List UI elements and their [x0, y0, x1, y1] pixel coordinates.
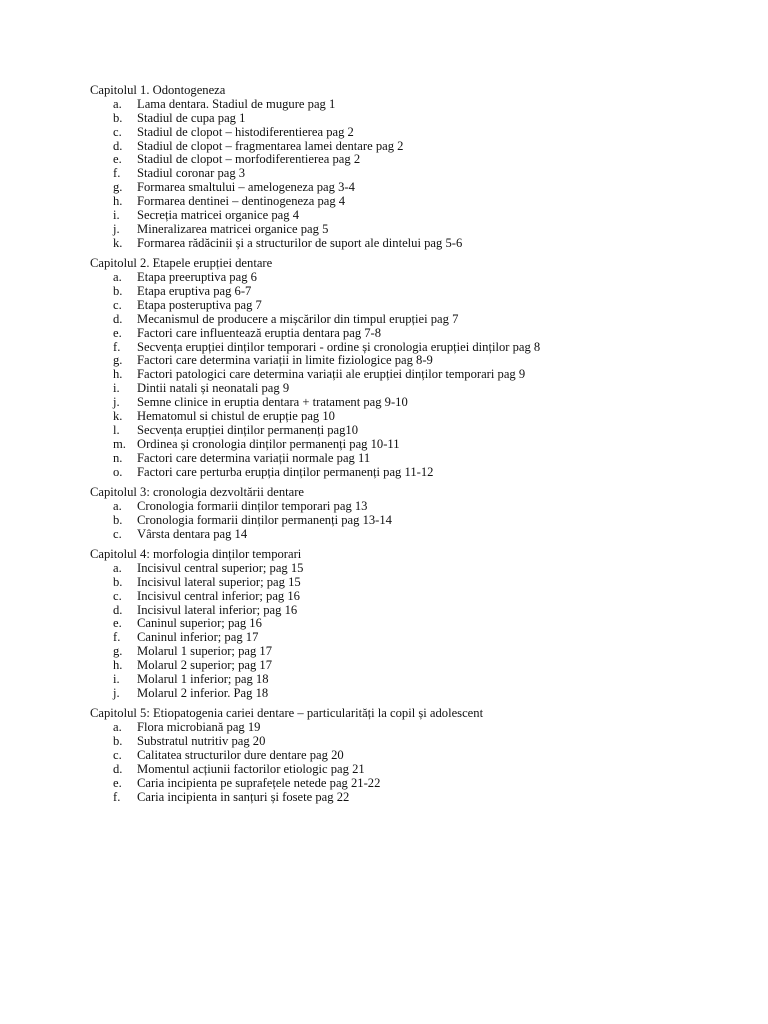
- list-item-text: Molarul 2 inferior. Pag 18: [137, 685, 269, 700]
- list-item-text: Caria incipienta pe suprafețele netede pag 21-22: [137, 775, 381, 790]
- list-item-text: Momentul acțiunii factorilor etiologic pag 21: [137, 761, 365, 776]
- list-item-text: Molarul 2 superior; pag 17: [137, 658, 273, 673]
- chapter-section: [90, 707, 740, 804]
- list-item: [90, 327, 740, 341]
- list-item-text: Incisivul central superior; pag 15: [137, 560, 304, 575]
- list-item-text: Factori care determina variații normale pag 11: [137, 450, 371, 465]
- list-item-letter: d.: [113, 761, 123, 776]
- list-item-text: Calitatea structurilor dure dentare pag 20: [137, 747, 344, 762]
- list-item: [90, 631, 740, 645]
- list-item: [90, 735, 740, 749]
- list-item: [90, 590, 740, 604]
- list-item: [90, 237, 740, 251]
- list-item-text: Secreția matricei organice pag 4: [137, 208, 300, 223]
- list-item: [90, 438, 740, 452]
- list-item: [90, 687, 740, 701]
- list-item-letter: m.: [113, 436, 126, 451]
- chapter-title: Capitolul 3: cronologia dezvoltării dentare: [90, 484, 305, 499]
- list-item-letter: g.: [113, 180, 123, 195]
- list-item-letter: b.: [113, 734, 123, 749]
- list-item: [90, 382, 740, 396]
- list-item: [90, 659, 740, 673]
- list-item: [90, 368, 740, 382]
- chapter-section: [90, 486, 740, 542]
- list-item-letter: n.: [113, 450, 123, 465]
- list-item-letter: f.: [113, 339, 121, 354]
- list-item-text: Substratul nutritiv pag 20: [137, 734, 266, 749]
- list-item-letter: a.: [113, 96, 122, 111]
- list-item-text: Stadiul coronar pag 3: [137, 166, 246, 181]
- list-item-text: Stadiul de cupa pag 1: [137, 110, 246, 125]
- list-item-letter: b.: [113, 110, 123, 125]
- list-item-text: Factori patologici care determina variații ale erupției dinților temporari pag 9: [137, 367, 526, 382]
- list-item: [90, 528, 740, 542]
- list-item: [90, 673, 740, 687]
- chapter-title: Capitolul 2. Etapele erupției dentare: [90, 256, 273, 271]
- list-item: [90, 195, 740, 209]
- list-item-text: Flora microbiană pag 19: [137, 720, 261, 735]
- list-item-letter: d.: [113, 311, 123, 326]
- list-item-letter: h.: [113, 367, 123, 382]
- list-item-text: Ordinea și cronologia dinților permanenți pag 10-11: [137, 436, 400, 451]
- list-item: [90, 721, 740, 735]
- list-item-letter: e.: [113, 152, 122, 167]
- list-item-text: Factori care perturba erupția dinților permanenți pag 11-12: [137, 464, 434, 479]
- list-item-letter: e.: [113, 325, 122, 340]
- list-item-text: Caninul inferior; pag 17: [137, 630, 259, 645]
- list-item-letter: c.: [113, 526, 122, 541]
- list-item-text: Lama dentara. Stadiul de mugure pag 1: [137, 96, 336, 111]
- list-item: [90, 466, 740, 480]
- list-item-letter: i.: [113, 381, 120, 396]
- list-item-text: Mecanismul de producere a mișcărilor din timpul erupției pag 7: [137, 311, 459, 326]
- list-item: [90, 140, 740, 154]
- list-item: [90, 181, 740, 195]
- list-item-letter: a.: [113, 498, 122, 513]
- list-item-text: Etapa preeruptiva pag 6: [137, 270, 257, 285]
- list-item-text: Secvența erupției dinților temporari - ordine și cronologia erupției dinților pag 8: [137, 339, 541, 354]
- list-item-letter: h.: [113, 658, 123, 673]
- list-item: [90, 514, 740, 528]
- chapter-section: [90, 257, 740, 479]
- list-item-text: Factori care determina variații in limite fiziologice pag 8-9: [137, 353, 433, 368]
- list-item-text: Stadiul de clopot – morfodiferentierea pag 2: [137, 152, 361, 167]
- list-item: [90, 452, 740, 466]
- list-item: [90, 271, 740, 285]
- list-item-text: Stadiul de clopot – fragmentarea lamei dentare pag 2: [137, 138, 404, 153]
- list-item-letter: o.: [113, 464, 123, 479]
- list-item-letter: a.: [113, 560, 122, 575]
- list-item-text: Caria incipienta in sanțuri și fosete pag 22: [137, 789, 350, 804]
- list-item: [90, 341, 740, 355]
- list-item-text: Molarul 1 superior; pag 17: [137, 644, 273, 659]
- list-item-letter: k.: [113, 408, 123, 423]
- list-item-letter: g.: [113, 353, 123, 368]
- list-item: [90, 112, 740, 126]
- list-item-text: Caninul superior; pag 16: [137, 616, 262, 631]
- chapter-title: Capitolul 4: morfologia dinților temporari: [90, 547, 302, 561]
- list-item: [90, 604, 740, 618]
- list-item-text: Formarea smaltului – amelogeneza pag 3-4: [137, 180, 355, 195]
- list-item-letter: g.: [113, 644, 123, 659]
- list-item: [90, 153, 740, 167]
- list-item: [90, 562, 740, 576]
- list-item-letter: c.: [113, 124, 122, 139]
- list-item-letter: b.: [113, 574, 123, 589]
- list-item: [90, 98, 740, 112]
- list-item: [90, 749, 740, 763]
- list-item: [90, 313, 740, 327]
- list-item-text: Semne clinice in eruptia dentara + tratament pag 9-10: [137, 395, 408, 410]
- list-item-text: Factori care influentează eruptia dentara pag 7-8: [137, 325, 382, 340]
- list-item-text: Hematomul si chistul de erupție pag 10: [137, 408, 335, 423]
- list-item-text: Stadiul de clopot – histodiferentierea pag 2: [137, 124, 354, 139]
- list-item: [90, 410, 740, 424]
- list-item-text: Formarea rădăcinii și a structurilor de suport ale dintelui pag 5-6: [137, 235, 463, 250]
- chapter-title: Capitolul 1. Odontogeneza: [90, 83, 226, 97]
- list-item-letter: b.: [113, 512, 123, 527]
- list-item-letter: k.: [113, 235, 123, 250]
- list-item-text: Etapa eruptiva pag 6-7: [137, 283, 252, 298]
- list-item: [90, 763, 740, 777]
- list-item: [90, 354, 740, 368]
- list-item: [90, 500, 740, 514]
- list-item-letter: h.: [113, 194, 123, 209]
- list-item-letter: e.: [113, 616, 122, 631]
- list-item-letter: f.: [113, 630, 121, 645]
- table-of-contents: [90, 84, 740, 811]
- list-item-text: Cronologia formarii dinților permanenți pag 13-14: [137, 512, 392, 527]
- list-item-letter: j.: [113, 221, 120, 236]
- list-item-letter: d.: [113, 138, 123, 153]
- list-item-text: Incisivul lateral inferior; pag 16: [137, 602, 298, 617]
- list-item: [90, 576, 740, 590]
- list-item-text: Mineralizarea matricei organice pag 5: [137, 221, 329, 236]
- list-item-letter: c.: [113, 297, 122, 312]
- list-item-text: Incisivul central inferior; pag 16: [137, 588, 300, 603]
- list-item: [90, 285, 740, 299]
- list-item-text: Formarea dentinei – dentinogeneza pag 4: [137, 194, 346, 209]
- list-item-letter: f.: [113, 166, 121, 181]
- list-item-text: Etapa posteruptiva pag 7: [137, 297, 262, 312]
- list-item: [90, 424, 740, 438]
- list-item: [90, 126, 740, 140]
- list-item-letter: i.: [113, 208, 120, 223]
- list-item-letter: c.: [113, 588, 122, 603]
- list-item: [90, 777, 740, 791]
- list-item-letter: a.: [113, 720, 122, 735]
- list-item: [90, 299, 740, 313]
- list-item-text: Dintii natali și neonatali pag 9: [137, 381, 290, 396]
- list-item-text: Cronologia formarii dinților temporari pag 13: [137, 498, 368, 513]
- list-item-letter: j.: [113, 685, 120, 700]
- chapter-section: [90, 548, 740, 701]
- list-item-letter: c.: [113, 747, 122, 762]
- list-item: [90, 791, 740, 805]
- list-item: [90, 645, 740, 659]
- list-item: [90, 209, 740, 223]
- list-item-letter: j.: [113, 395, 120, 410]
- list-item-letter: b.: [113, 283, 123, 298]
- list-item-text: Incisivul lateral superior; pag 15: [137, 574, 301, 589]
- list-item: [90, 396, 740, 410]
- list-item-letter: f.: [113, 789, 121, 804]
- list-item: [90, 223, 740, 237]
- list-item-text: Secvența erupției dinților permanenți pag10: [137, 422, 359, 437]
- list-item: [90, 167, 740, 181]
- list-item-text: Vârsta dentara pag 14: [137, 526, 248, 541]
- chapter-section: [90, 84, 740, 251]
- list-item-letter: l.: [113, 422, 120, 437]
- list-item-text: Molarul 1 inferior; pag 18: [137, 672, 269, 687]
- list-item-letter: e.: [113, 775, 122, 790]
- list-item-letter: d.: [113, 602, 123, 617]
- list-item: [90, 617, 740, 631]
- list-item-letter: a.: [113, 270, 122, 285]
- chapter-title: Capitolul 5: Etiopatogenia cariei dentare – particularități la copil și adolescent: [90, 706, 484, 721]
- list-item-letter: i.: [113, 672, 120, 687]
